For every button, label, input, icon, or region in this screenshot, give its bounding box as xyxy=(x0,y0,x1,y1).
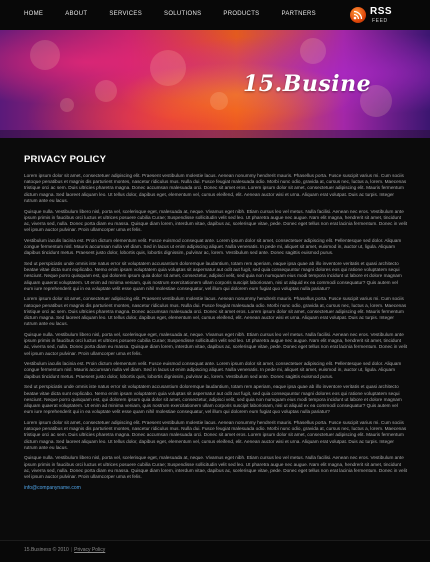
nav-menu xyxy=(24,11,338,17)
bokeh-light xyxy=(300,38,326,64)
bokeh-light xyxy=(30,40,60,70)
policy-paragraph: Lorem ipsum dolor sit amet, consectetuer adipiscing elit. Praesent vestibulum molestie lacus. Aenean nonummy hendrerit mauris. Phasellus porta. Fusce suscipit varius mi. Cum sociis natoque penatibus et magnis dis parturient montes, nascetur ridiculus mus. Nulla dui. Fusce feugiat malesuada odio. Morbi nunc odio, gravida at, cursus nec, luctus a, lorem. Maecenas tristique orci ac sem. Duis ultricies pharetra magna. Donec accumsan malesuada orci. Donec sit amet eros. Lorem ipsum dolor sit amet, consectetuer adipiscing elit. Mauris fermentum dictum magna. Sed laoreet aliquam leo. Ut tellus dolor, dapibus eget, elementum vel, cursus eleifend, elit. Aenean auctor wisi et urna. Aliquam erat volutpat. Duis ac turpis. Integer rutrum ante eu lacus. xyxy=(24,296,407,327)
copyright-text: 15.Business © 2010 xyxy=(24,547,69,553)
policy-paragraph: Quisque nulla. Vestibulum libero nisl, porta vel, scelerisque eget, malesuada at, neque. Vivamus eget nibh. Etiam cursus leo vel metus. Nulla facilisi. Aenean nec eros. Vestibulum ante ipsum primis in faucibus orci luctus et ultrices posuere cubilia Curae; Suspendisse sollicitudin velit sed leo. Ut pharetra augue nec augue. Nam elit magna, hendrerit sit amet, tincidunt ac, viverra sed, nulla. Donec porta diam eu massa. Quisque diam lorem, interdum vitae, dapibus ac, scelerisque vitae, pede. Donec eget tellus non erat lacinia fermentum. Donec in velit vel ipsum auctor pulvinar. Proin ullamcorper urna et felis. xyxy=(24,208,408,233)
rss-icon xyxy=(350,7,366,23)
nav-item-solutions[interactable]: SOLUTIONS xyxy=(164,11,202,17)
nav-item-about[interactable]: ABOUT xyxy=(65,11,88,17)
policy-paragraph: Lorem ipsum dolor sit amet, consectetuer adipiscing elit. Praesent vestibulum molestie lacus. Aenean nonummy hendrerit mauris. Phasellus porta. Fusce suscipit varius mi. Cum sociis natoque penatibus et magnis dis parturient montes, nascetur ridiculus mus. Nulla dui. Fusce feugiat malesuada odio. Morbi nunc odio, gravida at, cursus nec, luctus a, lorem. Maecenas tristique orci ac sem. Duis ultricies pharetra magna. Donec accumsan malesuada orci. Donec sit amet eros. Lorem ipsum dolor sit amet, consectetuer adipiscing elit. Mauris fermentum dictum magna. Sed laoreet aliquam leo. Ut tellus dolor, dapibus eget, elementum vel, cursus eleifend, elit. Aenean auctor wisi et urna. Aliquam erat volutpat. Duis ac turpis. Integer rutrum ante eu lacus. xyxy=(24,419,407,450)
policy-paragraph: Vestibulum iaculis lacinia est. Proin dictum elementum velit. Fusce euismod consequat ante. Lorem ipsum dolor sit amet, consectetuer adipiscing elit. Pellentesque sed dolor. Aliquam congue fermentum nisl. Mauris accumsan nulla vel diam. Sed in lacus ut enim adipiscing aliquet. Nulla venenatis. In pede mi, aliquet sit amet, euismod in, auctor ut, ligula. Aliquam dapibus tincidunt metus. Praesent justo dolor, lobortis quis, lobortis dignissim, pulvinar ac, lorem. Vestibulum sed ante. Donec sagittis euismod purus. xyxy=(24,237,402,256)
main-content xyxy=(24,154,408,491)
policy-paragraph: Lorem ipsum dolor sit amet, consectetuer adipiscing elit. Praesent vestibulum molestie lacus. Aenean nonummy hendrerit mauris. Phasellus porta. Fusce suscipit varius mi. Cum sociis natoque penatibus et magnis dis parturient montes, nascetur ridiculus mus. Nulla dui. Fusce feugiat malesuada odio. Morbi nunc odio, gravida at, cursus nec, luctus a, lorem. Maecenas tristique orci ac sem. Duis ultricies pharetra magna. Donec accumsan malesuada orci. Donec sit amet eros. Lorem ipsum dolor sit amet, consectetuer adipiscing elit. Mauris fermentum dictum magna. Sed laoreet aliquam leo. Ut tellus dolor, dapibus eget, elementum vel, cursus eleifend, elit. Aenean auctor wisi et urna. Aliquam erat volutpat. Duis ac turpis. Integer rutrum ante eu lacus. xyxy=(24,173,407,203)
rss-subtitle: FEED xyxy=(372,18,388,24)
bokeh-light xyxy=(95,80,117,102)
policy-paragraph: Quisque nulla. Vestibulum libero nisl, porta vel, scelerisque eget, malesuada at, neque. Vivamus eget nibh. Etiam cursus leo vel metus. Nulla facilisi. Aenean nec eros. Vestibulum ante ipsum primis in faucibus orci luctus et ultrices posuere cubilia Curae; Suspendisse sollicitudin velit sed leo. Ut pharetra augue nec augue. Nam elit magna, hendrerit sit amet, tincidunt ac, viverra sed, nulla. Donec porta diam eu massa. Quisque diam lorem, interdum vitae, dapibus ac, scelerisque vitae, pede. Donec eget tellus non erat lacinia fermentum. Donec in velit vel ipsum auctor pulvinar. Proin ullamcorper urna et felis. xyxy=(24,331,408,356)
bokeh-light xyxy=(210,92,228,110)
privacy-policy-link[interactable]: Privacy Policy xyxy=(74,547,106,553)
nav-item-partners[interactable]: PARTNERS xyxy=(281,11,316,17)
footer xyxy=(0,540,430,562)
banner-stripe xyxy=(0,130,430,138)
policy-paragraph: Vestibulum iaculis lacinia est. Proin dictum elementum velit. Fusce euismod consequat ante. Lorem ipsum dolor sit amet, consectetuer adipiscing elit. Pellentesque sed dolor. Aliquam congue fermentum nisl. Mauris accumsan nulla vel diam. Sed in lacus ut enim adipiscing aliquet. Nulla venenatis. In pede mi, aliquet sit amet, euismod in, auctor ut, ligula. Aliquam dapibus tincidunt metus. Praesent justo dolor, lobortis quis, lobortis dignissim, pulvinar ac, lorem. Vestibulum sed ante. Donec sagittis euismod purus. xyxy=(24,361,402,379)
bokeh-light xyxy=(150,50,186,86)
header-banner xyxy=(0,30,430,138)
nav-item-services[interactable]: SERVICES xyxy=(109,11,143,17)
policy-paragraph: Quisque nulla. Vestibulum libero nisl, porta vel, scelerisque eget, malesuada at, neque. Vivamus eget nibh. Etiam cursus leo vel metus. Nulla facilisi. Aenean nec eros. Vestibulum ante ipsum primis in faucibus orci luctus et ultrices posuere cubilia Curae; Suspendisse sollicitudin velit sed leo. Ut pharetra augue nec augue. Nam elit magna, hendrerit sit amet, tincidunt ac, viverra sed, nulla. Donec porta diam eu massa. Quisque diam lorem, interdum vitae, dapibus ac, scelerisque vitae, pede. Donec eget tellus non erat lacinia fermentum. Donec in velit vel ipsum auctor pulvinar. Proin ullamcorper urna et felis. xyxy=(24,455,408,480)
site-logo[interactable]: 15.Busine xyxy=(243,71,372,97)
footer-separator: | xyxy=(70,547,73,553)
page-title: PRIVACY POLICY xyxy=(24,154,107,165)
rss-feed-link[interactable] xyxy=(350,4,420,26)
policy-paragraph: Sed ut perspiciatis unde omnis iste natus error sit voluptatem accusantium doloremque laudantium, totam rem aperiam, eaque ipsa quae ab illo inventore veritatis et quasi architecto beatae vitae dicta sunt explicabo. Nemo enim ipsam voluptatem quia voluptas sit aspernatur aut odit aut fugit, sed quia consequuntur magni dolores eos qui ratione voluptatem sequi nesciunt. Neque porro quisquam est, qui dolorem ipsum quia dolor sit amet, consectetur, adipisci velit, sed quia non numquam eius modi tempora incidunt ut labore et dolore magnam aliquam quaerat voluptatem. Ut enim ad minima veniam, quis nostrum exercitationem ullam corporis suscipit laboriosam, nisi ut aliquid ex ea commodi consequatur? Quis autem vel eum iure reprehenderit qui in ea voluptate velit esse quam nihil molestiae consequatur, vel illum qui dolorem eum fugiat quo voluptas nulla pariatur? xyxy=(24,384,402,415)
nav-item-products[interactable]: PRODUCTS xyxy=(223,11,260,17)
footer-text xyxy=(24,547,105,553)
contact-email-link[interactable]: info@companyname.com xyxy=(24,484,81,491)
bokeh-light xyxy=(60,98,74,112)
nav-item-home[interactable]: HOME xyxy=(24,11,44,17)
rss-title: RSS xyxy=(370,6,393,17)
top-navigation xyxy=(0,0,430,30)
policy-paragraph: Sed ut perspiciatis unde omnis iste natus error sit voluptatem accusantium doloremque laudantium, totam rem aperiam, eaque ipsa quae ab illo inventore veritatis et quasi architecto beatae vitae dicta sunt explicabo. Nemo enim ipsam voluptatem quia voluptas sit aspernatur aut odit aut fugit, sed quia consequuntur magni dolores eos qui ratione voluptatem sequi nesciunt. Neque porro quisquam est, qui dolorem ipsum quia dolor sit amet, consectetur, adipisci velit, sed quia non numquam eius modi tempora incidunt ut labore et dolore magnam aliquam quaerat voluptatem. Ut enim ad minima veniam, quis nostrum exercitationem ullam corporis suscipit laboriosam, nisi ut aliquid ex ea commodi consequatur? Quis autem vel eum iure reprehenderit qui in ea voluptate velit esse quam nihil molestiae consequatur, vel illum qui dolorem eum fugiat quo voluptas nulla pariatur? xyxy=(24,260,402,291)
